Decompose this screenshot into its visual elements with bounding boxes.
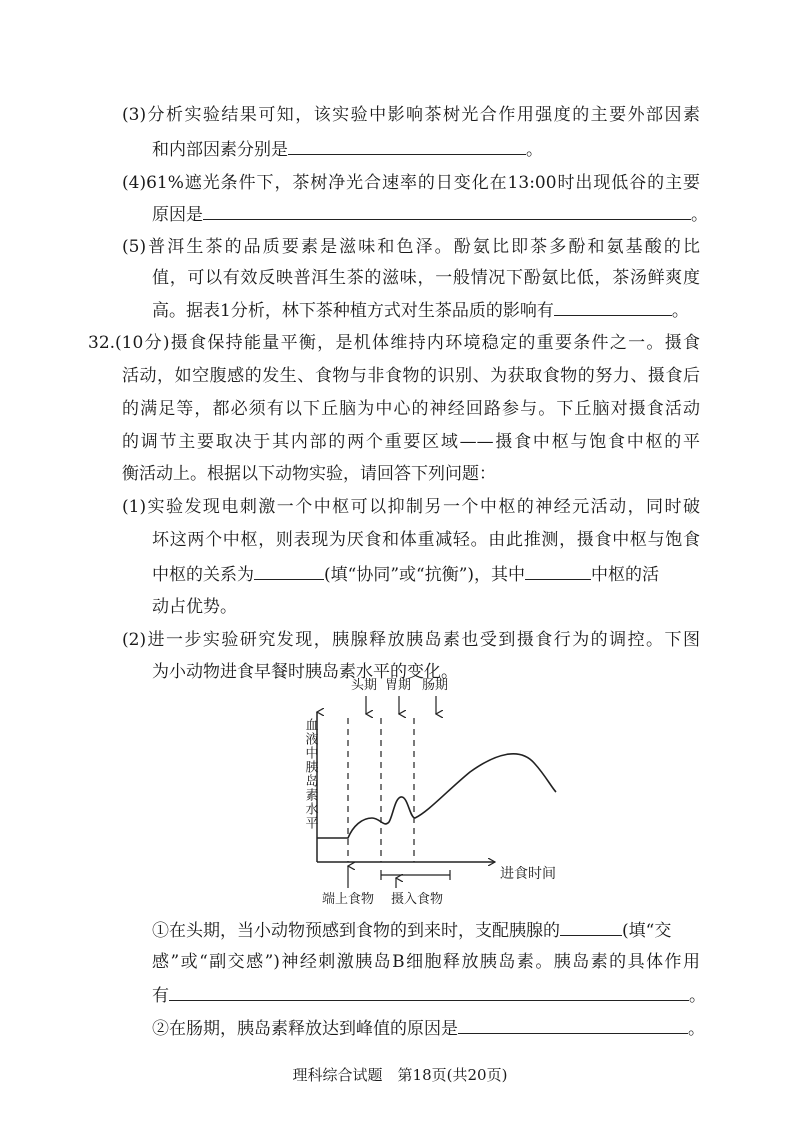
answer-blank[interactable] [560,918,622,936]
q32-intro-line5: 衡活动上。根据以下动物实验，请回答下列问题： [122,464,496,484]
q32-sub1-line3-text: 有 [152,986,169,1006]
phase-label-head: 头期 [351,678,378,693]
q32-p2-line1: (2)进一步实验研究发现，胰腺释放胰岛素也受到摄食行为的调控。下图 [122,630,700,650]
q32-p2-line2: 为小动物进食早餐时胰岛素水平的变化。 [152,662,458,682]
period: 。 [526,140,543,160]
q31-p4-line2-text: 原因是 [152,205,203,225]
q31-p5-line2: 值，可以有效反映普洱生茶的滋味，一般情况下酚氨比低，茶汤鲜爽度 [152,268,700,288]
x-axis-label: 进食时间 [500,866,556,882]
q31-p5-line1: (5)普洱生茶的品质要素是滋味和色泽。酚氨比即茶多酚和氨基酸的比 [122,237,700,257]
q32-sub1-line1 [152,918,671,943]
q32-intro-line3: 的满足等，都必须有以下丘脑为中心的神经回路参与。下丘脑对摄食活动 [122,399,700,419]
q32-p1-line3-text-a: 中枢的关系为 [152,565,254,585]
event-label-ingest-food: 摄入食物 [391,892,444,907]
q31-p3-line2-text: 和内部因素分别是 [152,140,288,160]
y-axis-label: 血液中胰岛素水平 [302,718,318,830]
insulin-curve [317,754,556,838]
page-footer: 理科综合试题 第18页(共20页) [292,1066,508,1084]
q32-intro-line4: 的调节主要取决于其内部的两个重要区域——摄食中枢与饱食中枢的平 [122,432,700,452]
period: 。 [671,301,689,321]
event-label-serve-food: 端上食物 [322,892,375,907]
q32-sub2-line1 [152,1016,705,1041]
q32-p1-line2: 坏这两个中枢，则表现为厌食和体重减轻。由此推测，摄食中枢与饱食 [152,530,700,550]
period: 。 [689,986,706,1006]
period: 。 [688,1019,705,1039]
q32-sub1-line3 [152,983,706,1008]
q31-p3-line1: (3)分析实验结果可知，该实验中影响茶树光合作用强度的主要外部因素 [122,105,700,125]
period: 。 [691,205,708,225]
q32-sub2-line1-text: ②在肠期，胰岛素释放达到峰值的原因是 [152,1019,458,1039]
phase-label-stomach: 胃期 [385,678,412,693]
q32-sub1-line1-text: ①在头期，当小动物预感到食物的到来时，支配胰腺的 [152,921,560,941]
q31-p5-line3-text: 高。据表1分析，林下茶种植方式对生茶品质的影响有 [152,301,554,321]
q32-p1-line4: 动占优势。 [152,597,237,617]
q32-p1-line1: (1)实验发现电刺激一个中枢可以抑制另一个中枢的神经元活动，同时破 [122,497,700,517]
q32-sub1-line1-tail: (填“交 [622,921,672,941]
answer-blank[interactable] [169,983,689,1001]
q32-sub1-line2: 感”或“副交感”)神经刺激胰岛B细胞释放胰岛素。胰岛素的具体作用 [152,952,700,972]
answer-blank[interactable] [458,1016,688,1034]
phase-label-intestine: 肠期 [422,678,449,693]
q32-intro-line1: 32.(10分)摄食保持能量平衡，是机体维持内环境稳定的重要条件之一。摄食 [88,333,700,353]
q32-intro-line2: 活动，如空腹感的发生、食物与非食物的识别、为获取食物的努力、摄食后 [122,366,700,386]
q32-p1-line3-text-c: 中枢的活 [591,565,660,585]
q32-p1-line3-text-b: (填“协同”或“抗衡”)，其中 [324,565,526,585]
q31-p4-line1: (4)61%遮光条件下，茶树净光合速率的日变化在13:00时出现低谷的主要 [122,173,700,193]
